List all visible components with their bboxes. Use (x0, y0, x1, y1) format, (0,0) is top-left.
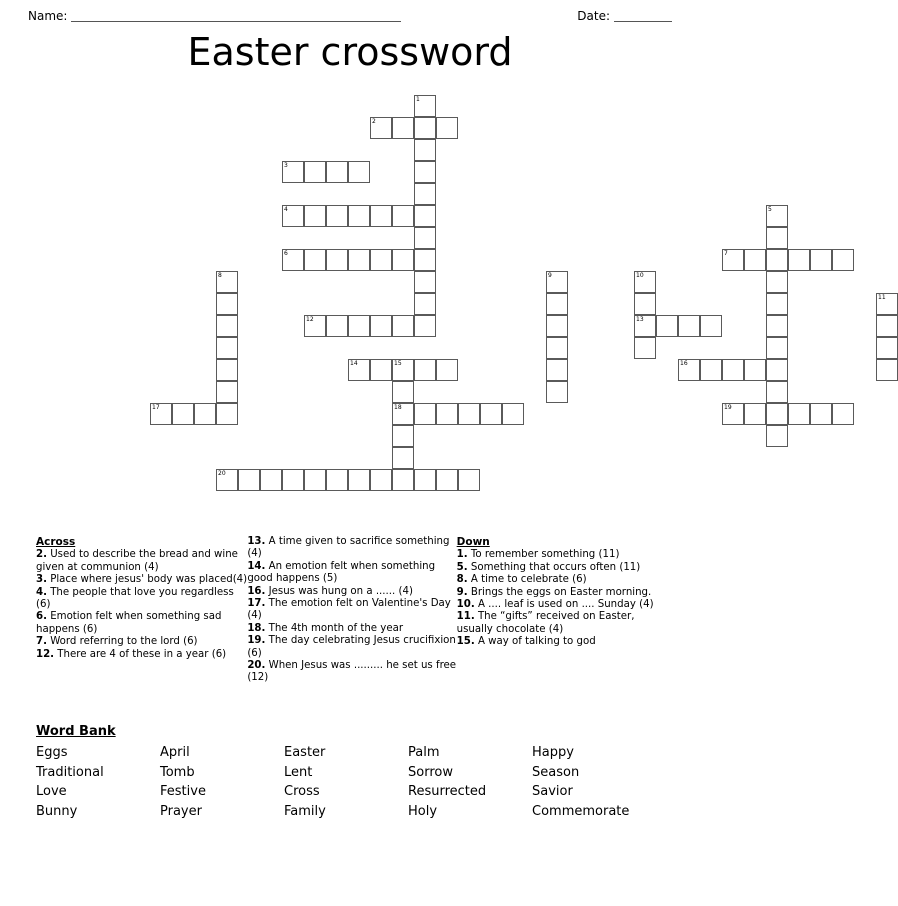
word-bank-word: Happy (532, 745, 574, 760)
clue-number: 12. (36, 648, 55, 660)
page-title: Easter crossword (187, 30, 513, 74)
clue-item (457, 562, 666, 574)
word-bank-word: Prayer (160, 803, 202, 819)
grid-cell[interactable] (810, 403, 832, 425)
grid-cell[interactable] (766, 359, 788, 381)
clue-number: 15. (456, 636, 475, 648)
grid-cell[interactable] (238, 469, 260, 491)
clue-number: 5. (456, 561, 468, 573)
word-bank-word: Palm (408, 745, 440, 760)
clue-text: There are 4 of these in a year (6) (54, 648, 227, 660)
across-clue-list-1 (36, 549, 247, 661)
clue-text: A way of talking to god (474, 636, 596, 648)
clue-item (247, 660, 456, 685)
clue-item (36, 649, 247, 661)
header-name-date-row (0, 0, 700, 26)
grid-cell[interactable] (634, 337, 656, 359)
word-bank-word: Cross (284, 784, 320, 800)
grid-cell[interactable] (370, 359, 392, 381)
down-clue-list (457, 549, 666, 648)
grid-cell[interactable] (392, 403, 414, 425)
date-write-in-line[interactable] (614, 10, 672, 22)
clue-item (247, 586, 456, 598)
grid-cell[interactable] (414, 293, 436, 315)
grid-cell[interactable] (744, 249, 766, 271)
grid-cell[interactable] (414, 271, 436, 293)
grid-cell[interactable] (458, 469, 480, 491)
grid-cell[interactable] (392, 469, 414, 491)
grid-cell[interactable] (216, 469, 238, 491)
grid-cell-number: 18 (394, 404, 402, 411)
grid-cell-number: 6 (284, 250, 288, 257)
clue-number: 7. (36, 636, 47, 648)
grid-cell[interactable] (370, 315, 392, 337)
clue-number: 2. (36, 549, 47, 561)
grid-cell[interactable] (766, 227, 788, 249)
grid-cell[interactable] (876, 337, 898, 359)
grid-cell[interactable] (304, 469, 326, 491)
grid-cell[interactable] (326, 249, 348, 271)
clue-text: Place where jesus' body was placed(4) (46, 574, 248, 586)
grid-cell-number: 4 (284, 206, 288, 213)
clue-item (457, 611, 666, 636)
grid-cell[interactable] (216, 271, 238, 293)
grid-cell[interactable] (414, 227, 436, 249)
grid-cell[interactable] (832, 403, 854, 425)
word-bank-word: Easter (284, 745, 326, 760)
grid-cell-number: 7 (724, 250, 728, 257)
grid-cell[interactable] (392, 359, 414, 381)
grid-cell[interactable] (216, 381, 238, 403)
grid-cell-number: 2 (372, 118, 376, 125)
grid-cell[interactable] (392, 447, 414, 469)
word-bank-column (284, 743, 408, 821)
grid-cell[interactable] (546, 359, 568, 381)
clue-number: 20. (247, 660, 266, 672)
grid-cell[interactable] (766, 337, 788, 359)
grid-cell-number: 8 (218, 272, 222, 279)
word-bank-word: Festive (160, 784, 206, 800)
grid-cell[interactable] (282, 205, 304, 227)
grid-cell[interactable] (348, 469, 370, 491)
date-label: Date: (577, 9, 610, 23)
grid-cell[interactable] (172, 403, 194, 425)
grid-cell[interactable] (414, 205, 436, 227)
word-bank-word: Tomb (160, 764, 195, 780)
clues-column-across-1 (36, 536, 247, 685)
grid-cell-number: 15 (394, 360, 402, 367)
grid-cell[interactable] (766, 315, 788, 337)
clue-text: The 4th month of the year (265, 622, 404, 634)
clue-item (36, 549, 247, 574)
grid-cell[interactable] (348, 161, 370, 183)
clue-number: 9. (456, 586, 468, 598)
grid-cell[interactable] (502, 403, 524, 425)
grid-cell[interactable] (282, 161, 304, 183)
clue-item (36, 611, 247, 636)
grid-cell[interactable] (326, 205, 348, 227)
grid-cell[interactable] (370, 117, 392, 139)
clue-item (36, 574, 247, 586)
clue-text: A time to celebrate (6) (467, 574, 587, 586)
grid-cell[interactable] (766, 403, 788, 425)
grid-cell[interactable] (546, 381, 568, 403)
word-bank-word: Holy (408, 803, 438, 819)
word-bank-section (36, 724, 676, 821)
grid-cell[interactable] (392, 249, 414, 271)
grid-cell[interactable] (634, 315, 656, 337)
clue-item (36, 636, 247, 648)
grid-cell[interactable] (414, 469, 436, 491)
clue-item (457, 587, 666, 599)
grid-cell-number: 10 (636, 272, 644, 279)
grid-cell[interactable] (436, 117, 458, 139)
grid-cell[interactable] (282, 469, 304, 491)
word-bank-word: April (160, 745, 190, 760)
grid-cell[interactable] (766, 425, 788, 447)
clue-number: 10. (456, 599, 475, 611)
clue-text: To remember something (11) (467, 549, 620, 561)
grid-cell[interactable] (634, 271, 656, 293)
grid-cell[interactable] (326, 469, 348, 491)
crossword-grid-container (0, 92, 886, 492)
grid-cell[interactable] (546, 337, 568, 359)
word-bank-column (36, 743, 160, 821)
clue-number: 1. (456, 549, 468, 561)
grid-cell[interactable] (348, 205, 370, 227)
clue-text: The people that love you regardless (6) (36, 586, 234, 611)
grid-cell[interactable] (304, 315, 326, 337)
grid-cell[interactable] (722, 249, 744, 271)
grid-cell-number: 20 (218, 470, 226, 477)
grid-cell[interactable] (392, 205, 414, 227)
grid-cell[interactable] (678, 359, 700, 381)
clue-item (247, 536, 456, 561)
clue-text: The day celebrating Jesus crucifixion (6) (247, 635, 456, 659)
grid-cell[interactable] (304, 205, 326, 227)
word-bank-heading: Word Bank (36, 724, 116, 739)
clue-number: 11. (456, 611, 475, 623)
grid-cell[interactable] (392, 315, 414, 337)
clue-text: A time given to sacrifice something (4) (247, 536, 450, 560)
grid-cell[interactable] (876, 293, 898, 315)
down-heading: Down (456, 536, 490, 548)
grid-cell[interactable] (480, 403, 502, 425)
grid-cell[interactable] (370, 205, 392, 227)
grid-cell[interactable] (326, 315, 348, 337)
grid-cell[interactable] (326, 161, 348, 183)
grid-cell[interactable] (546, 293, 568, 315)
across-clue-list-2 (247, 536, 456, 685)
grid-cell[interactable] (216, 337, 238, 359)
grid-cell[interactable] (348, 359, 370, 381)
clue-number: 4. (36, 586, 47, 598)
grid-cell-number: 16 (680, 360, 688, 367)
grid-cell-number: 14 (350, 360, 358, 367)
grid-cell[interactable] (744, 403, 766, 425)
grid-cell[interactable] (370, 469, 392, 491)
word-bank-word: Sorrow (408, 764, 453, 780)
grid-cell[interactable] (348, 249, 370, 271)
clue-item (247, 598, 456, 623)
grid-cell-number: 1 (416, 96, 420, 103)
clue-number: 17. (247, 598, 266, 610)
grid-cell[interactable] (436, 403, 458, 425)
grid-cell[interactable] (414, 183, 436, 205)
grid-cell[interactable] (370, 249, 392, 271)
clues-section (0, 536, 700, 685)
clue-number: 8. (456, 574, 468, 586)
word-bank-word: Season (532, 764, 580, 780)
grid-cell-number: 3 (284, 162, 288, 169)
grid-cell-number: 19 (724, 404, 732, 411)
grid-cell[interactable] (392, 381, 414, 403)
clue-text: Jesus was hung on a ...... (4) (265, 585, 413, 597)
grid-cell[interactable] (414, 403, 436, 425)
grid-cell[interactable] (458, 403, 480, 425)
clue-item (457, 549, 666, 561)
across-heading: Across (36, 536, 76, 548)
grid-cell-number: 13 (636, 316, 644, 323)
clue-text: The emotion felt on Valentine's Day (4) (247, 598, 451, 622)
name-write-in-line[interactable] (71, 10, 401, 22)
word-bank-word: Resurrected (408, 784, 487, 800)
word-bank-column (160, 743, 284, 821)
name-label: Name: (28, 9, 68, 23)
clue-number: 18. (247, 622, 266, 634)
grid-cell[interactable] (656, 315, 678, 337)
clues-column-down (457, 536, 666, 685)
clue-text: The “gifts” received on Easter, usually chocolate (4) (456, 611, 635, 635)
clue-number: 3. (36, 574, 47, 586)
word-bank-word: Bunny (36, 803, 78, 819)
grid-cell[interactable] (876, 315, 898, 337)
grid-cell[interactable] (744, 359, 766, 381)
word-bank-word: Traditional (36, 764, 104, 780)
grid-cell[interactable] (788, 403, 810, 425)
grid-cell[interactable] (766, 271, 788, 293)
grid-cell[interactable] (216, 293, 238, 315)
clue-text: Brings the eggs on Easter morning. (467, 586, 652, 598)
grid-cell[interactable] (766, 249, 788, 271)
clue-number: 16. (247, 585, 266, 597)
grid-cell[interactable] (722, 359, 744, 381)
clue-text: Word referring to the lord (6) (46, 636, 198, 648)
clue-text: An emotion felt when something good happens (5) (247, 560, 436, 585)
grid-cell[interactable] (700, 359, 722, 381)
clue-number: 19. (247, 635, 266, 647)
grid-cell[interactable] (766, 293, 788, 315)
clues-column-across-2 (247, 536, 456, 685)
grid-cell[interactable] (546, 271, 568, 293)
clue-number: 14. (247, 560, 266, 572)
clue-item (247, 635, 456, 660)
word-bank-word: Savior (532, 784, 573, 800)
clue-item (247, 623, 456, 635)
word-bank-word: Love (36, 784, 67, 800)
grid-cell[interactable] (414, 249, 436, 271)
grid-cell[interactable] (414, 359, 436, 381)
grid-cell[interactable] (348, 315, 370, 337)
word-bank-column (532, 743, 656, 821)
word-bank-word: Lent (284, 764, 313, 780)
clue-number: 6. (36, 611, 47, 623)
grid-cell-number: 17 (152, 404, 160, 411)
grid-cell[interactable] (282, 249, 304, 271)
grid-cell[interactable] (304, 249, 326, 271)
clue-item (457, 599, 666, 611)
grid-cell[interactable] (722, 403, 744, 425)
clue-text: A .... leaf is used on .... Sunday (4) (474, 599, 654, 611)
clue-item (457, 636, 666, 648)
grid-cell[interactable] (392, 117, 414, 139)
word-bank-grid (36, 743, 656, 821)
grid-cell-number: 11 (878, 294, 886, 301)
clue-text: Emotion felt when something sad happens (6) (36, 611, 222, 635)
word-bank-word: Family (284, 803, 326, 819)
clue-text: Something that occurs often (11) (467, 561, 641, 573)
grid-cell[interactable] (766, 381, 788, 403)
grid-cell[interactable] (260, 469, 282, 491)
grid-cell[interactable] (414, 139, 436, 161)
grid-cell[interactable] (216, 315, 238, 337)
word-bank-word: Eggs (36, 745, 68, 760)
clue-item (36, 587, 247, 612)
clue-number: 13. (247, 536, 266, 547)
grid-cell[interactable] (304, 161, 326, 183)
grid-cell[interactable] (766, 205, 788, 227)
grid-cell[interactable] (436, 359, 458, 381)
grid-cell[interactable] (876, 359, 898, 381)
grid-cell[interactable] (832, 249, 854, 271)
clue-item (247, 561, 456, 586)
grid-cell[interactable] (414, 117, 436, 139)
clue-text: Used to describe the bread and wine given at communion (4) (36, 549, 238, 573)
grid-cell-number: 12 (306, 316, 314, 323)
grid-cell[interactable] (150, 403, 172, 425)
grid-cell[interactable] (216, 359, 238, 381)
grid-cell[interactable] (392, 425, 414, 447)
clue-item (457, 574, 666, 586)
grid-cell[interactable] (546, 315, 568, 337)
grid-cell[interactable] (810, 249, 832, 271)
clue-text: When Jesus was ......... he set us free (12) (247, 660, 457, 684)
grid-cell[interactable] (678, 315, 700, 337)
grid-cell[interactable] (634, 293, 656, 315)
word-bank-column (408, 743, 532, 821)
grid-cell[interactable] (788, 249, 810, 271)
grid-cell[interactable] (216, 403, 238, 425)
grid-cell-number: 5 (768, 206, 772, 213)
grid-cell[interactable] (194, 403, 216, 425)
grid-cell[interactable] (414, 95, 436, 117)
word-bank-word: Commemorate (532, 803, 630, 819)
grid-cell[interactable] (700, 315, 722, 337)
grid-cell-number: 9 (548, 272, 552, 279)
grid-cell[interactable] (436, 469, 458, 491)
grid-cell[interactable] (414, 315, 436, 337)
grid-cell[interactable] (414, 161, 436, 183)
